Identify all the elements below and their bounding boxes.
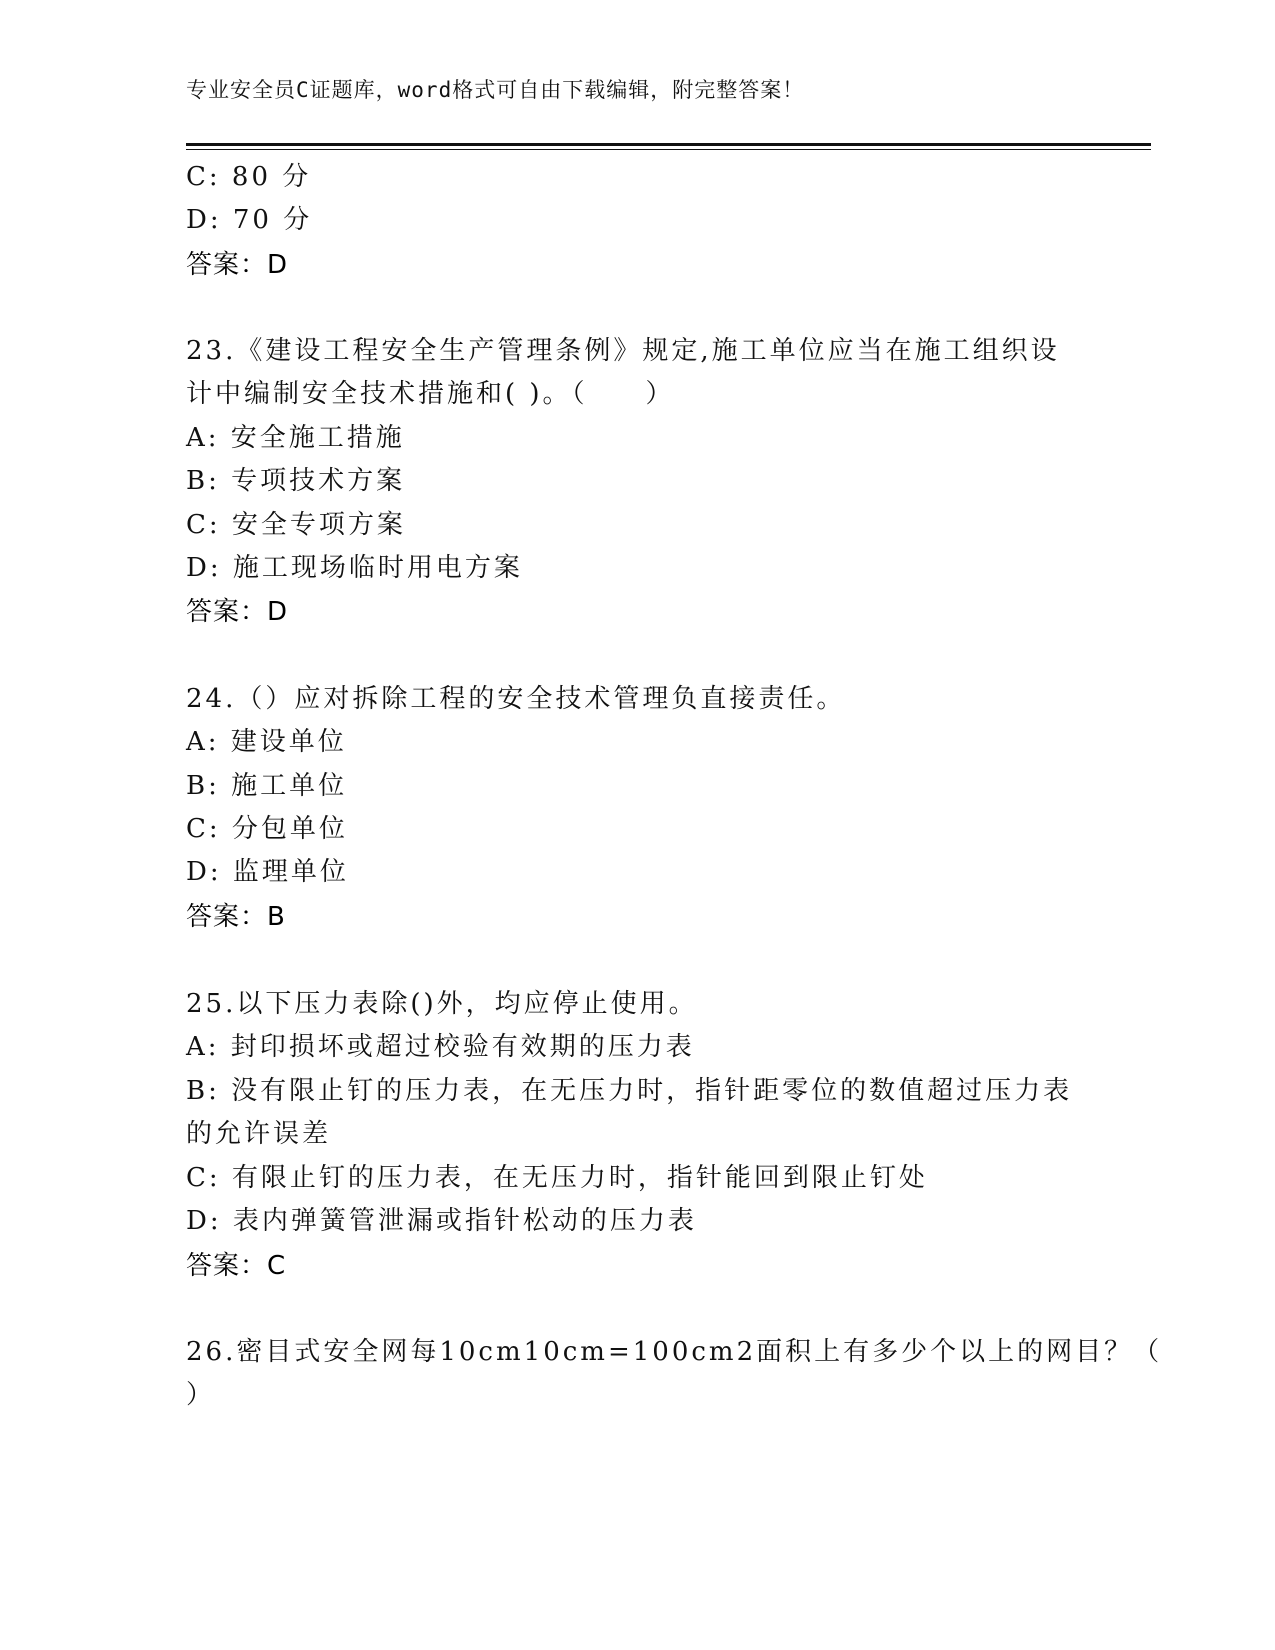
q22-answer: 答案：D xyxy=(186,250,289,280)
q25-option-a: A: 封印损坏或超过校验有效期的压力表 xyxy=(186,1032,695,1062)
q25-stem: 25.以下压力表除()外，均应停止使用。 xyxy=(186,989,698,1019)
q23-option-a: A: 安全施工措施 xyxy=(186,423,405,453)
q26-stem-line1: 26.密目式安全网每10cm10cm=100cm2面积上有多少个以上的网目？（ xyxy=(186,1337,1163,1367)
q26-stem-line2: ） xyxy=(186,1380,216,1410)
q22-option-c: C: 80 分 xyxy=(186,162,312,192)
q24-answer: 答案：B xyxy=(186,902,286,932)
q25-option-c: C: 有限止钉的压力表，在无压力时，指针能回到限止钉处 xyxy=(186,1163,928,1193)
q23-option-c: C: 安全专项方案 xyxy=(186,510,406,540)
header-rule-thin xyxy=(186,149,1151,150)
q22-option-d: D: 70 分 xyxy=(186,205,313,235)
page-header: 专业安全员C证题库，word格式可自由下载编辑，附完整答案！ xyxy=(186,78,805,102)
q24-option-c: C: 分包单位 xyxy=(186,814,348,844)
q25-option-b-line2: 的允许误差 xyxy=(186,1119,332,1149)
q24-option-d: D: 监理单位 xyxy=(186,857,349,887)
q23-stem-line1: 23.《建设工程安全生产管理条例》规定,施工单位应当在施工组织设 xyxy=(186,336,1060,366)
q24-option-a: A: 建设单位 xyxy=(186,727,347,757)
q24-stem: 24.（）应对拆除工程的安全技术管理负直接责任。 xyxy=(186,684,846,714)
q24-option-b: B: 施工单位 xyxy=(186,771,348,801)
q23-option-d: D: 施工现场临时用电方案 xyxy=(186,553,523,583)
header-rule-thick xyxy=(186,143,1151,146)
q25-answer: 答案：C xyxy=(186,1251,287,1281)
q23-answer: 答案：D xyxy=(186,597,289,627)
q23-stem-line2: 计中编制安全技术措施和( )。（ ） xyxy=(186,379,675,409)
q23-option-b: B: 专项技术方案 xyxy=(186,466,406,496)
q25-option-b-line1: B: 没有限止钉的压力表，在无压力时，指针距零位的数值超过压力表 xyxy=(186,1076,1073,1106)
q25-option-d: D: 表内弹簧管泄漏或指针松动的压力表 xyxy=(186,1206,697,1236)
